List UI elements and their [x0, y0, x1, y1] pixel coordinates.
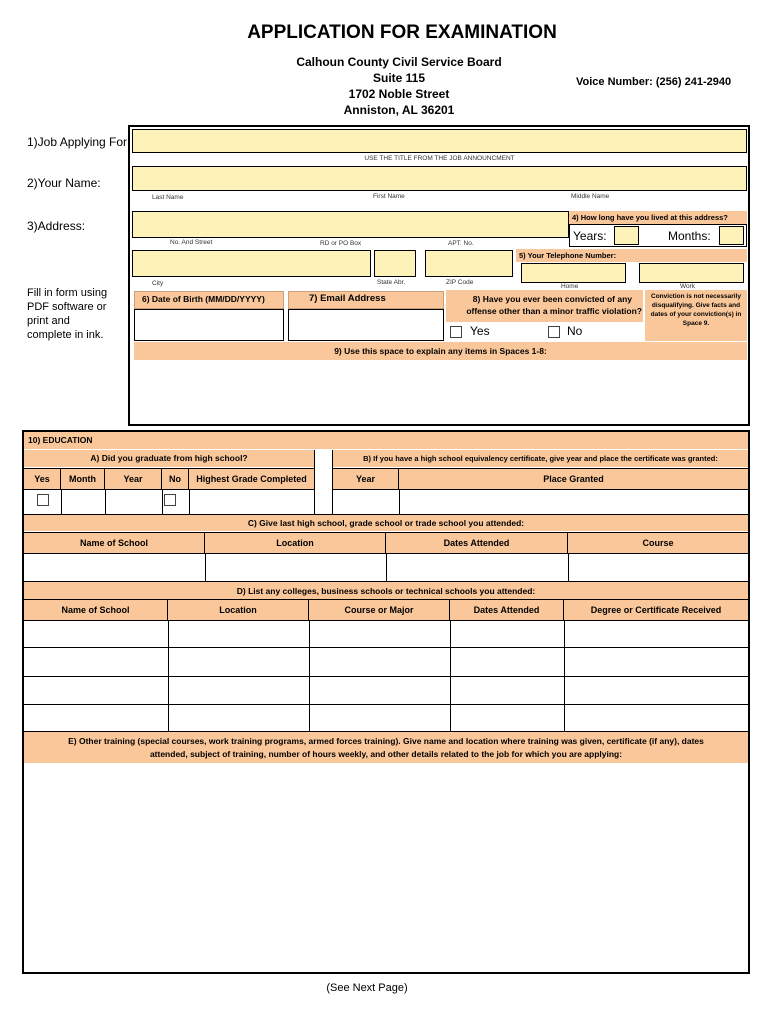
divider [24, 647, 748, 648]
street-caption: No. And Street [170, 239, 213, 246]
job-note: USE THE TITLE FROM THE JOB ANNOUNCMENT [364, 155, 515, 162]
equivalency-cols-header [333, 468, 748, 490]
last-school-col-location: Location [205, 533, 386, 553]
divider [386, 554, 387, 581]
months-field[interactable] [719, 226, 744, 245]
email-header: 7) Email Address [288, 291, 444, 309]
conviction-yes-checkbox[interactable] [450, 326, 462, 338]
conviction-question [446, 290, 643, 322]
hs-col-month: Month [61, 469, 105, 489]
name-label: 2)Your Name: [27, 176, 101, 190]
org-suite: Suite 115 [372, 71, 426, 85]
hs-col-year: Year [105, 469, 162, 489]
street-field[interactable] [132, 211, 569, 238]
state-field[interactable] [374, 250, 416, 277]
last-name-caption: Last Name [152, 194, 184, 201]
conviction-question-line1: 8) Have you ever been convicted of any [472, 294, 632, 304]
colleges-header: D) List any colleges, business schools or technical schools you attended: [24, 581, 748, 599]
colleges-cols-header [24, 599, 748, 621]
fill-instructions-line: PDF software or [27, 301, 107, 313]
last-school-col-course: Course [642, 538, 674, 548]
last-school-col-dates: Dates Attended [386, 533, 568, 553]
org-street: 1702 Noble Street [348, 87, 450, 101]
conviction-note [645, 290, 747, 341]
colleges-col-location: Location [168, 600, 309, 620]
other-training-header [24, 731, 748, 763]
dob-field[interactable] [134, 309, 284, 341]
conviction-note-line: Space 9. [682, 320, 710, 327]
explain-field[interactable] [134, 360, 747, 422]
form-title: APPLICATION FOR EXAMINATION [247, 22, 557, 43]
last-school-cols-header [24, 532, 748, 554]
conviction-note-line: dates of your conviction(s) in [650, 311, 742, 318]
work-phone-field[interactable] [639, 263, 744, 283]
dob-header: 6) Date of Birth (MM/DD/YYYY) [134, 291, 284, 309]
hs-yes-checkbox[interactable] [37, 494, 49, 506]
work-caption: Work [680, 283, 696, 290]
colleges-col-course: Course or Major [309, 600, 450, 620]
equiv-col-year: Year [333, 469, 399, 489]
name-field[interactable] [132, 166, 747, 191]
address-label: 3)Address: [27, 219, 86, 233]
other-training-line: E) Other training (special courses, work training programs, armed forces training). Give name and location where training was given, certificate (if any), dates [68, 736, 704, 746]
fill-instructions-line: complete in ink. [27, 329, 104, 341]
months-label: Months: [668, 229, 711, 243]
conviction-no-label: No [567, 324, 583, 338]
conviction-note-line: disqualifying. Give facts and [651, 302, 741, 309]
hs-col-highest-grade: Highest Grade Completed [196, 474, 307, 484]
job-field[interactable] [132, 129, 747, 153]
org-name: Calhoun County Civil Service Board [296, 55, 502, 69]
voice-number: Voice Number: (256) 241-2940 [576, 76, 732, 88]
apt-caption: APT. No. [448, 240, 474, 247]
see-next-page: (See Next Page) [326, 982, 408, 994]
conviction-yes-label: Yes [470, 324, 490, 338]
divider [105, 490, 106, 514]
last-school-header: C) Give last high school, grade school or trade school you attended: [24, 514, 748, 531]
equiv-col-place: Place Granted [543, 474, 604, 484]
colleges-col-degree: Degree or Certificate Received [590, 605, 722, 615]
zip-field[interactable] [425, 250, 513, 277]
fill-instructions [27, 286, 107, 342]
hs-col-yes: Yes [24, 469, 61, 489]
divider [61, 490, 62, 514]
city-caption: City [152, 280, 164, 287]
other-training-field[interactable] [24, 764, 748, 972]
divider [162, 490, 163, 514]
fill-instructions-line: print and [27, 315, 70, 327]
rd-caption: RD or PO Box [320, 240, 362, 247]
last-school-col-name: Name of School [24, 533, 205, 553]
hs-cols-header [24, 468, 314, 490]
education-title: 10) EDUCATION [24, 432, 748, 449]
city-field[interactable] [132, 250, 371, 277]
org-city: Anniston, AL 36201 [343, 103, 455, 117]
explain-header: 9) Use this space to explain any items in Spaces 1-8: [134, 342, 747, 360]
conviction-note-line: Conviction is not necessarily [651, 293, 741, 300]
hs-graduate-header: A) Did you graduate from high school? [24, 450, 314, 467]
colleges-col-name: Name of School [24, 600, 168, 620]
residence-duration-header: 4) How long have you lived at this address? [569, 211, 747, 224]
state-caption: State Abr. [377, 279, 406, 286]
home-caption: Home [561, 283, 579, 290]
divider [24, 704, 748, 705]
equivalency-header: B) If you have a high school equivalency certificate, give year and place the certificate was granted: [333, 450, 748, 467]
first-name-caption: First Name [373, 193, 405, 200]
fill-instructions-line: Fill in form using [27, 287, 108, 299]
home-phone-field[interactable] [521, 263, 626, 283]
divider [314, 450, 315, 514]
hs-col-no: No [162, 469, 189, 489]
hs-no-checkbox[interactable] [164, 494, 176, 506]
job-label: 1)Job Applying For: [27, 135, 131, 149]
divider [568, 554, 569, 581]
conviction-question-line2: offense other than a minor traffic violation? [466, 306, 642, 316]
other-training-line: attended, subject of training, number of hours weekly, and other details related to the job for which you are applying: [149, 749, 623, 759]
colleges-col-dates: Dates Attended [450, 600, 564, 620]
middle-name-caption: Middle Name [571, 193, 610, 200]
conviction-no-checkbox[interactable] [548, 326, 560, 338]
years-label: Years: [573, 229, 607, 243]
telephone-header: 5) Your Telephone Number: [516, 249, 747, 262]
divider [205, 554, 206, 581]
years-field[interactable] [614, 226, 639, 245]
divider [189, 490, 190, 514]
divider [399, 490, 400, 514]
divider [24, 676, 748, 677]
zip-caption: ZIP Code [446, 279, 474, 286]
email-field[interactable] [288, 309, 444, 341]
